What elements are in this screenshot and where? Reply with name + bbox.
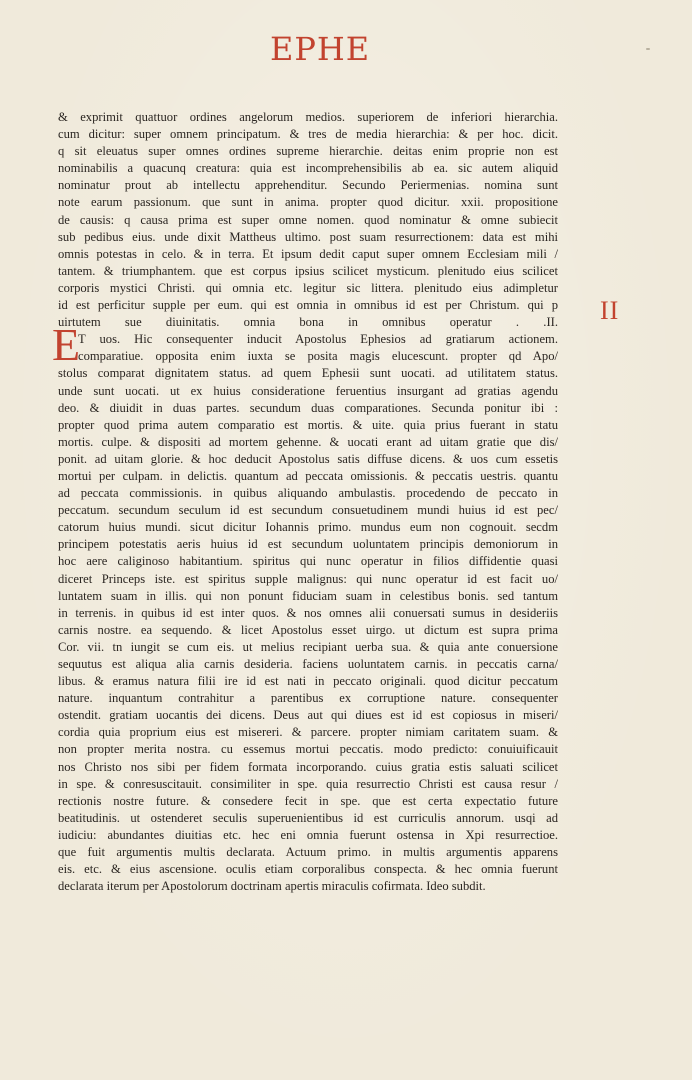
text-line: nos Christo nos sibi per fidem formata incorporando. cuius gratia estis saluati scilicet: [58, 759, 558, 774]
text-line: principem potestatis aeris huius id est secundum uoluntatem principis demoniorum in: [58, 537, 558, 552]
text-line: non propter merita nostra. cu essemus mortui peccatis. modo predicto: conuiuificauit: [58, 742, 558, 757]
text-line: note earum passionum. que sunt in anima. propter quod dicitur. xxii. propositione: [58, 195, 558, 210]
text-line: stolus comparat dignitatem status. ad quem Ephesii sunt uocati. ad utilitatem status.: [58, 366, 558, 381]
text-line: catorum huius mundi. sicut dicitur Iohannis primo. mundus eum non cognouit. secdm: [58, 520, 558, 535]
text-line: propter quod prima autem comparatio est mortis. & uite. quia prius fuerant in statu: [58, 417, 558, 432]
text-line: ponit. ad uitam glorie. & hoc deducit Apostolus satis diffuse dicens. & uos cum essetis: [58, 451, 558, 466]
page-blemish: [646, 48, 650, 50]
text-line: diceret Princeps iste. est spiritus supple malignus: qui nunc operatur id est facit uo/: [58, 571, 558, 586]
text-line: corporis mystici Christi. qui omnia etc. legitur sic littera. plenitudo eius adimpletur: [58, 280, 558, 295]
text-line: in terrenis. in quibus id est inter quos. & nos omnes alii conuersati sumus in desideriis: [58, 605, 558, 620]
running-head: EPHE: [270, 30, 371, 68]
text-line: peccatum. secundum seculum id est secundum consuetudinem mundi huius id est pec/: [58, 503, 558, 518]
text-line: deo. & diuidit in duas partes. secundum duas comparationes. Secunda ponitur ibi :: [58, 400, 558, 415]
text-line: carnis nostre. ea sequendo. & licet Apostolus esset uirgo. ut dictum est supra prima: [58, 622, 558, 637]
text-line: luntatem suam in illis. qui non ponunt fiduciam suam in celestibus bonis. sed tantum: [58, 588, 558, 603]
text-line: eis. etc. & eius ascensione. oculis etiam corporalibus conspecta. & hec omnia fuerunt: [58, 862, 558, 877]
text-line: que fuit argumentis multis declarata. Actuum primo. in multis argumentis apparens: [58, 845, 558, 860]
text-line: declarata iterum per Apostolorum doctrinam apertis miraculis cofirmata. Ideo subdit.: [58, 879, 486, 894]
text-line: id est perficitur supple per eum. qui est omnia in omnibus id est per Christum. qui p: [58, 298, 558, 313]
text-line: rectionis nostre future. & consedere fecit in spe. que est certa expectatio future: [58, 793, 558, 808]
text-line: cordia quia proprium eius est misereri. & parcere. propter nimiam caritatem suam. &: [58, 725, 558, 740]
text-line: in spe. & conresuscitauit. consimiliter in spe. quia resurrectio Christi est causa resur /: [58, 776, 558, 791]
text-line: ad peccata commissionis. in quibus aliquando ambulastis. procedendo de peccato in: [58, 486, 558, 501]
text-line: uirtutem sue diuinitatis. omnia bona in omnibus operatur . .II.: [58, 315, 558, 330]
section-two: [58, 331, 558, 895]
section-one: [58, 109, 558, 331]
text-line: tantem. & triumphantem. que est corpus ipsius scilicet mysticum. plenitudo eius scilicet: [58, 263, 558, 278]
text-line: Cor. vii. tn iungit se cum eis. ut melius recipiant uerba sua. & quia ante conuersione: [58, 639, 558, 654]
text-line: nominatur prout ab intellectu apprehenditur. Secundo Periermenias. nomina sunt: [58, 178, 558, 193]
text-line: nature. inquantum contrahitur a parentibus ex corruptione nature. consequenter: [58, 691, 558, 706]
body-text: [58, 109, 558, 895]
text-line: sub pedibus eius. unde dixit Mattheus ultimo. post suam resurrectionem: data est mihi: [58, 229, 558, 244]
text-line: unde sunt uocati. ut ex huius consideratione feruentius insurgant ad gratias agendu: [58, 383, 558, 398]
text-line: mortui per culpam. in delictis. quantum ad peccata omissionis. & peccatis uestris. quantu: [58, 468, 558, 483]
drop-initial: E: [52, 319, 81, 370]
text-line: libus. & eramus natura filii ire id est nati in peccato originali. quod dicitur peccatum: [58, 674, 558, 689]
text-line: beatitudinis. ut ostenderet seculis superuenientibus id est curriculis annorum. usqi ad: [58, 810, 558, 825]
text-line: nominabilis a quacunq creatura: quia est incomprehensibilis ab ea. sic autem aliquid: [58, 161, 558, 176]
text-line: de causis: q causa prima est super omne nomen. quod nominatur & omne subiecit: [58, 212, 558, 227]
text-line: sequutus est aliqua alia carnis desideria. faciens uoluntatem carnis. in peccatis carna/: [58, 657, 558, 671]
text-line: T uos. Hic consequenter inducit Apostolus Ephesios ad gratiarum actionem.: [78, 332, 558, 347]
text-line: & exprimit quattuor ordines angelorum medios. superiorem de inferiori hierarchia.: [58, 110, 558, 124]
text-line: iudiciu: abundantes diuitias etc. hec eni omnia fuerunt ostensa in Xpi resurrectioe.: [58, 827, 558, 842]
text-line: cum dicitur: super omnem principatum. & tres de media hierarchia: & per hoc. dicit.: [58, 127, 558, 142]
text-line: omnis potestas in celo. & in terra. Et ipsum dedit caput super omnem Ecclesiam mili /: [58, 246, 558, 261]
text-line: comparatiue. opposita enim iuxta se posita magis elucescunt. propter qd Apo/: [78, 349, 558, 364]
text-line: hoc aere caliginoso habitantium. spiritus qui nunc operatur in filios diffidentie quasi: [58, 554, 558, 569]
text-line: ostendit. gratiam uocantis dei dicens. Deus aut qui diues est id est copiosus in miseri/: [58, 708, 558, 723]
text-line: mortis. culpe. & dispositi ad mortem gehenne. & uocati erant ad uitam gratie que dis/: [58, 434, 558, 449]
text-line: q sit eleuatus super omnes ordines supreme hierarchie. deitas enim proprie non est: [58, 144, 558, 159]
margin-chapter-numeral: II: [600, 296, 620, 325]
